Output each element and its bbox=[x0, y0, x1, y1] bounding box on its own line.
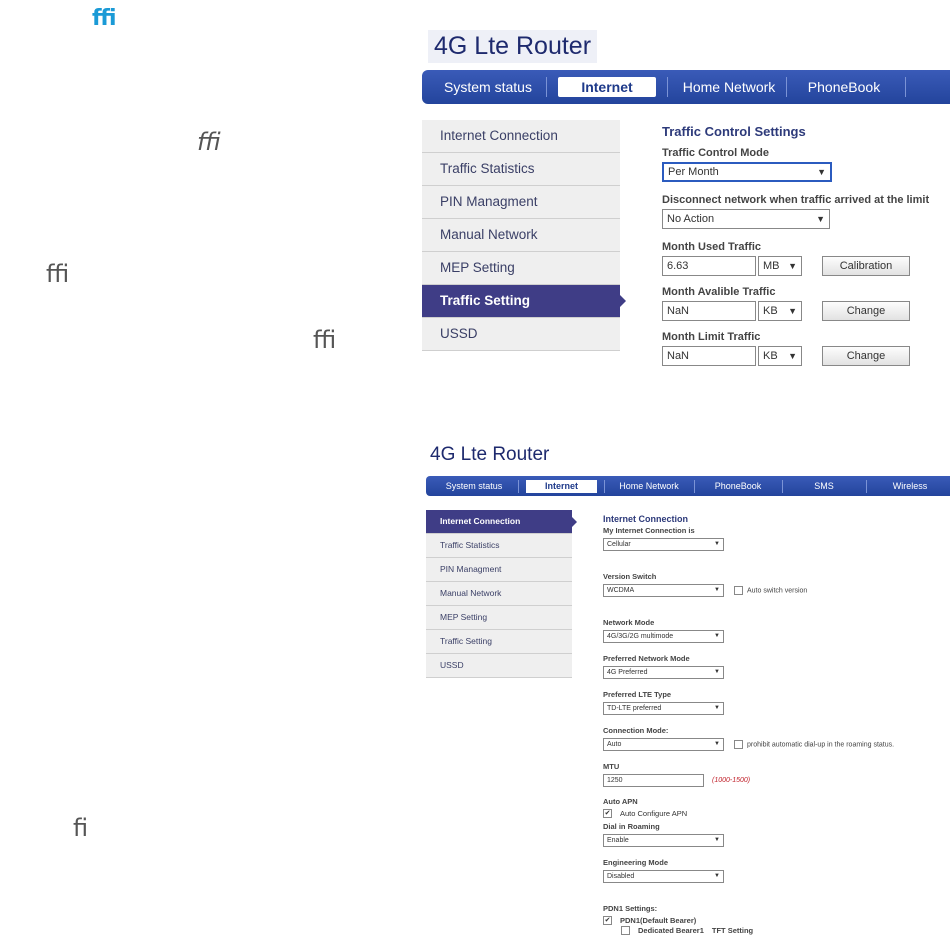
router-screenshot-traffic-setting bbox=[422, 28, 950, 388]
sidebar-item-manual-network[interactable]: Manual Network bbox=[426, 582, 572, 606]
preferred-network-value: 4G Preferred bbox=[607, 669, 648, 676]
change-limit-button[interactable]: Change bbox=[822, 346, 910, 366]
available-traffic-input[interactable]: NaN bbox=[662, 301, 756, 321]
available-traffic-label: Month Avalible Traffic bbox=[662, 286, 776, 298]
dropdown-arrow-icon: ▼ bbox=[816, 214, 825, 224]
ligature-glyph: ﬃ bbox=[313, 326, 337, 354]
ligature-glyph-blue: ﬃ bbox=[92, 6, 117, 31]
sidebar-item-pin-management[interactable]: PIN Managment bbox=[422, 186, 620, 219]
sidebar-item-internet-connection[interactable]: Internet Connection bbox=[422, 120, 620, 153]
mtu-input[interactable]: 1250 bbox=[603, 774, 704, 787]
dropdown-arrow-icon: ▼ bbox=[714, 873, 720, 879]
engineering-mode-label: Engineering Mode bbox=[603, 858, 669, 867]
used-traffic-input[interactable]: 6.63 bbox=[662, 256, 756, 276]
mtu-range-hint: (1000-1500) bbox=[712, 777, 751, 784]
dropdown-arrow-icon: ▼ bbox=[788, 261, 797, 271]
sidebar-item-manual-network[interactable]: Manual Network bbox=[422, 219, 620, 252]
tab-home-network[interactable]: Home Network bbox=[682, 79, 776, 95]
available-traffic-unit-select[interactable] bbox=[758, 301, 802, 321]
sidebar-item-traffic-setting[interactable]: Traffic Setting bbox=[422, 285, 620, 318]
sidebar-item-mep-setting[interactable]: MEP Setting bbox=[426, 606, 572, 630]
connection-type-select[interactable] bbox=[603, 538, 724, 551]
dropdown-arrow-icon: ▼ bbox=[714, 705, 720, 711]
dropdown-arrow-icon: ▼ bbox=[788, 306, 797, 316]
section-heading: Internet Connection bbox=[603, 514, 688, 524]
sidebar-item-traffic-setting[interactable]: Traffic Setting bbox=[426, 630, 572, 654]
used-traffic-unit-select[interactable] bbox=[758, 256, 802, 276]
section-title: Traffic Control Settings bbox=[662, 124, 806, 139]
pdn-settings-label: PDN1 Settings: bbox=[603, 904, 658, 913]
traffic-mode-select[interactable] bbox=[662, 162, 832, 182]
traffic-mode-label: Traffic Control Mode bbox=[662, 147, 769, 159]
nav-divider bbox=[905, 77, 906, 97]
pdn-default-checkbox[interactable]: ✔ bbox=[604, 917, 611, 924]
nav-divider bbox=[546, 77, 547, 97]
limit-traffic-input[interactable]: NaN bbox=[662, 346, 756, 366]
router-screenshot-internet-connection bbox=[426, 442, 950, 951]
lte-type-select[interactable] bbox=[603, 702, 724, 715]
dropdown-arrow-icon: ▼ bbox=[714, 541, 720, 547]
auto-apn-label: Auto APN bbox=[603, 797, 638, 806]
version-switch-select[interactable] bbox=[603, 584, 724, 597]
auto-switch-checkbox[interactable] bbox=[734, 586, 743, 595]
nav-divider bbox=[786, 77, 787, 97]
tab-home-network[interactable]: Home Network bbox=[619, 481, 679, 491]
connection-type-value: Cellular bbox=[607, 541, 631, 548]
sidebar-item-traffic-statistics[interactable]: Traffic Statistics bbox=[422, 153, 620, 186]
dropdown-arrow-icon: ▼ bbox=[714, 741, 720, 747]
auto-apn-checkbox[interactable]: ✔ bbox=[604, 810, 611, 817]
traffic-mode-value: Per Month bbox=[668, 166, 719, 178]
disconnect-value: No Action bbox=[667, 213, 715, 225]
unit-value: KB bbox=[763, 350, 778, 362]
section-title bbox=[603, 514, 688, 524]
sidebar-item-ussd[interactable]: USSD bbox=[426, 654, 572, 678]
tab-phonebook[interactable]: PhoneBook bbox=[714, 481, 762, 491]
prohibit-roaming-checkbox[interactable] bbox=[734, 740, 743, 749]
main-nav bbox=[426, 476, 950, 496]
sidebar-item-internet-connection[interactable]: Internet Connection bbox=[426, 510, 572, 534]
network-mode-label: Network Mode bbox=[603, 618, 655, 627]
auto-switch-label: Auto switch version bbox=[747, 587, 808, 595]
nav-divider bbox=[667, 77, 668, 97]
version-switch-value: WCDMA bbox=[607, 587, 635, 594]
tab-wireless[interactable]: Wireless bbox=[892, 481, 928, 491]
disconnect-label: Disconnect network when traffic arrived at the limit bbox=[662, 194, 930, 206]
dial-roaming-label: Dial in Roaming bbox=[603, 822, 660, 831]
preferred-network-select[interactable] bbox=[603, 666, 724, 679]
nav-divider bbox=[866, 480, 867, 493]
version-switch-label: Version Switch bbox=[603, 572, 657, 581]
tab-internet[interactable]: Internet bbox=[558, 77, 656, 97]
dropdown-arrow-icon: ▼ bbox=[714, 669, 720, 675]
network-mode-select[interactable] bbox=[603, 630, 724, 643]
dropdown-arrow-icon: ▼ bbox=[714, 587, 720, 593]
used-traffic-label: Month Used Traffic bbox=[662, 241, 762, 253]
tab-system-status[interactable]: System status bbox=[444, 79, 532, 95]
nav-divider bbox=[782, 480, 783, 493]
sidebar-item-pin-management[interactable]: PIN Managment bbox=[426, 558, 572, 582]
lte-type-value: TD-LTE preferred bbox=[607, 705, 662, 712]
traffic-control-panel bbox=[662, 124, 950, 366]
sidebar-item-traffic-statistics[interactable]: Traffic Statistics bbox=[426, 534, 572, 558]
prohibit-roaming-label: prohibit automatic dial-up in the roaming status. bbox=[747, 741, 895, 749]
dedicated-bearer-label: Dedicated Bearer1 bbox=[638, 926, 704, 935]
sidebar bbox=[422, 120, 620, 351]
network-mode-value: 4G/3G/2G multimode bbox=[607, 633, 674, 640]
pdn-default-label: PDN1(Default Bearer) bbox=[620, 916, 697, 925]
sidebar bbox=[426, 510, 572, 678]
unit-value: MB bbox=[763, 260, 780, 272]
dropdown-arrow-icon: ▼ bbox=[788, 351, 797, 361]
connection-mode-value: Auto bbox=[607, 741, 622, 748]
nav-divider bbox=[604, 480, 605, 493]
mtu-label: MTU bbox=[603, 762, 620, 771]
ligature-glyph: ﬁ bbox=[73, 814, 89, 842]
dial-roaming-value: Enable bbox=[607, 837, 629, 844]
tab-internet[interactable]: Internet bbox=[526, 480, 597, 493]
dial-roaming-select[interactable] bbox=[603, 834, 724, 847]
sidebar-item-ussd[interactable]: USSD bbox=[422, 318, 620, 351]
dropdown-arrow-icon: ▼ bbox=[714, 633, 720, 639]
sidebar-item-mep-setting[interactable]: MEP Setting bbox=[422, 252, 620, 285]
auto-apn-text: Auto Configure APN bbox=[620, 809, 688, 818]
router-title: 4G Lte Router bbox=[428, 30, 597, 63]
dropdown-arrow-icon: ▼ bbox=[714, 837, 720, 843]
connection-mode-select[interactable] bbox=[603, 738, 724, 751]
engineering-mode-select[interactable] bbox=[603, 870, 724, 883]
preferred-network-label: Preferred Network Mode bbox=[603, 654, 690, 663]
dropdown-arrow-icon: ▼ bbox=[817, 167, 826, 177]
engineering-mode-value: Disabled bbox=[607, 873, 635, 880]
nav-divider bbox=[694, 480, 695, 493]
connection-type-label: My Internet Connection is bbox=[603, 526, 695, 535]
tab-sms[interactable]: SMS bbox=[814, 481, 834, 491]
ligature-glyph: ﬃ bbox=[197, 128, 221, 156]
connection-mode-label: Connection Mode: bbox=[603, 726, 669, 735]
lte-type-label: Preferred LTE Type bbox=[603, 690, 672, 699]
unit-value: KB bbox=[763, 305, 778, 317]
tab-phonebook[interactable]: PhoneBook bbox=[807, 79, 881, 95]
change-available-button[interactable]: Change bbox=[822, 301, 910, 321]
disconnect-select[interactable] bbox=[662, 209, 830, 229]
dedicated-bearer-checkbox[interactable] bbox=[621, 926, 630, 935]
tft-setting-link[interactable]: TFT Setting bbox=[711, 926, 754, 935]
calibration-button[interactable]: Calibration bbox=[822, 256, 910, 276]
limit-traffic-label: Month Limit Traffic bbox=[662, 331, 761, 343]
tab-system-status[interactable]: System status bbox=[445, 481, 503, 491]
nav-divider bbox=[518, 480, 519, 493]
router-title: 4G Lte Router bbox=[430, 444, 550, 465]
main-nav bbox=[422, 70, 950, 104]
ligature-glyph: ﬃ bbox=[46, 260, 70, 288]
limit-traffic-unit-select[interactable] bbox=[758, 346, 802, 366]
